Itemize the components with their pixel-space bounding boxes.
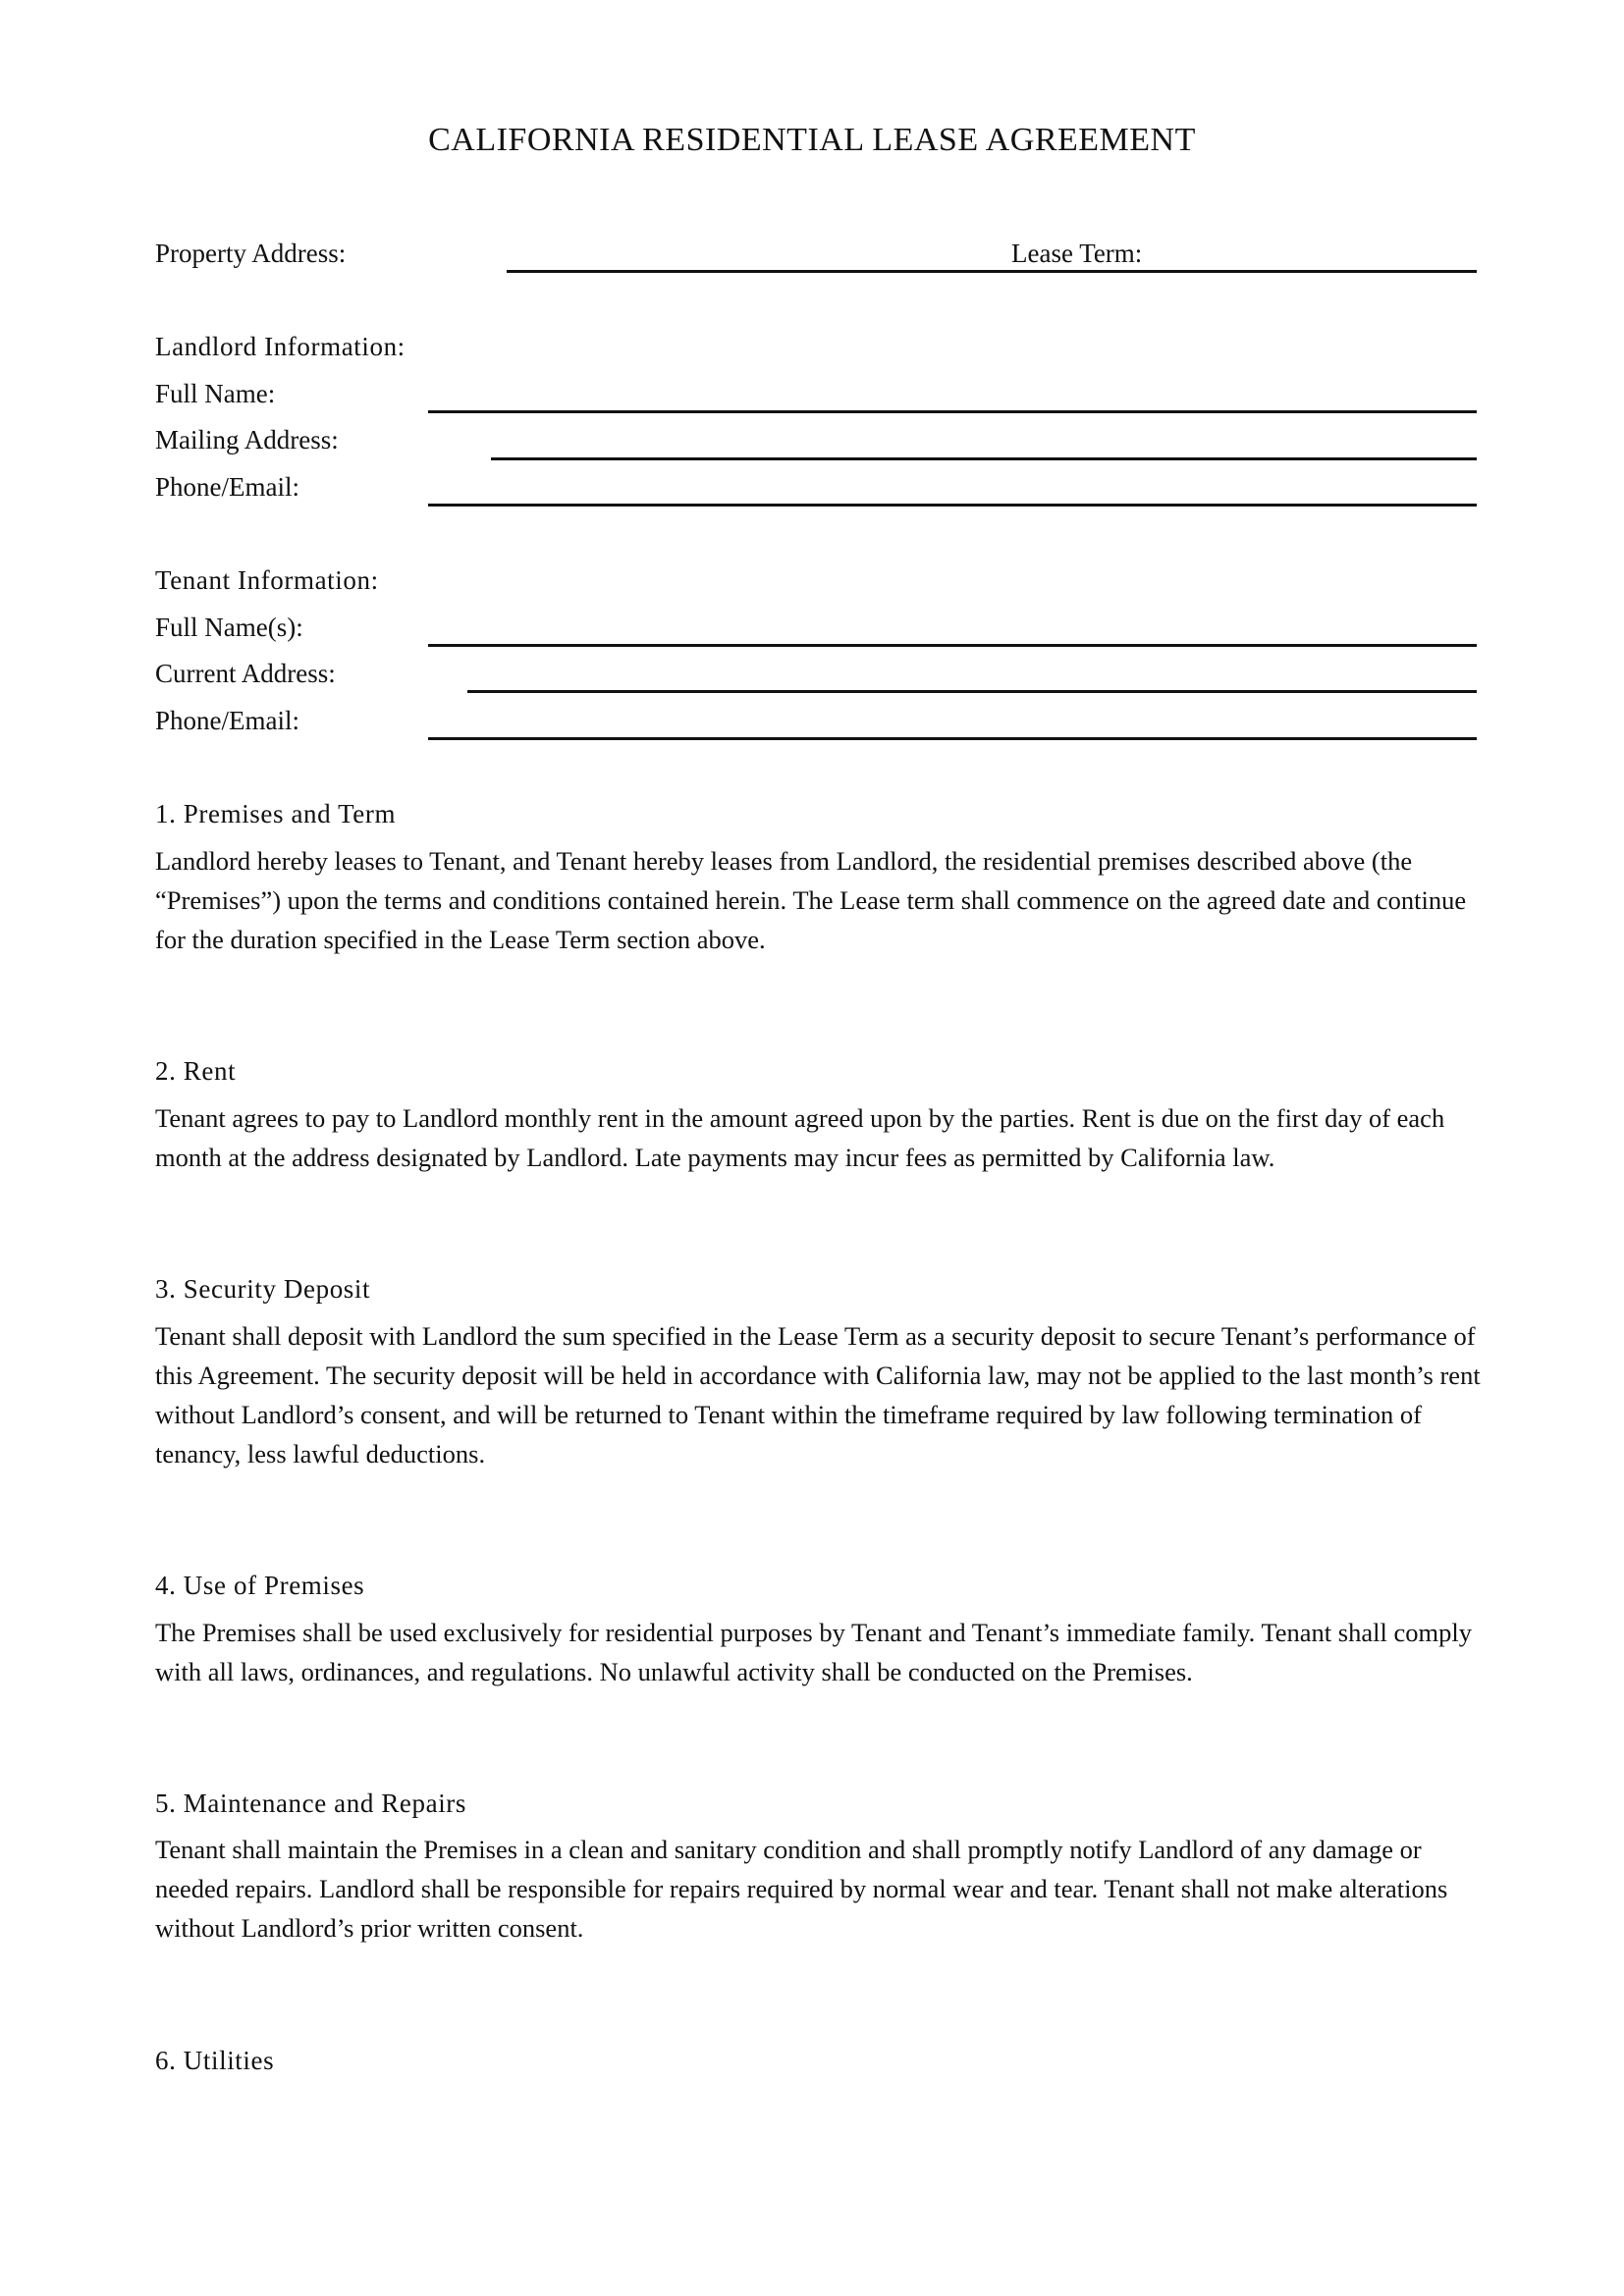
- tenant-current-address-field[interactable]: [467, 690, 1477, 693]
- tenant-full-names-label: Full Name(s):: [155, 613, 303, 642]
- tenant-phone-email-label: Phone/Email:: [155, 706, 299, 735]
- landlord-full-name-label: Full Name:: [155, 379, 276, 408]
- landlord-phone-email-label: Phone/Email:: [155, 472, 299, 502]
- section-3-body: Tenant shall deposit with Landlord the sum specified in the Lease Term as a security deposit to secure Tenant’s performance of this Agreement. The security deposit will be held in accordance with California law, may not be applied to the last month’s rent without Landlord’s consent, and will be returned to Tenant within the timeframe required by law following termination of tenancy, less lawful deductions.: [155, 1321, 1481, 1468]
- tenant-full-names-field[interactable]: [428, 644, 1477, 647]
- tenant-current-address-label: Current Address:: [155, 659, 336, 688]
- section-4-heading: 4. Use of Premises: [155, 1571, 365, 1600]
- section-5-heading: 5. Maintenance and Repairs: [155, 1789, 466, 1818]
- section-2-heading: 2. Rent: [155, 1056, 237, 1086]
- section-2-body: Tenant agrees to pay to Landlord monthly rent in the amount agreed upon by the parties. Rent is due on the first day of each month at the address designated by Landlord. Late payments may incur fees as permitted by California law.: [155, 1103, 1445, 1172]
- landlord-phone-email-field[interactable]: [428, 504, 1477, 507]
- section-1-body: Landlord hereby leases to Tenant, and Tenant hereby leases from Landlord, the residential premises described above (the “Premises”) upon the terms and conditions contained herein. The Lease term shall commence on the agreed date and continue for the duration specified in the Lease Term section above.: [155, 846, 1467, 954]
- section-3-heading: 3. Security Deposit: [155, 1274, 371, 1304]
- property-address-label: Property Address:: [155, 239, 347, 268]
- property-address-field[interactable]: [507, 270, 1477, 273]
- tenant-info-heading: Tenant Information:: [155, 565, 379, 595]
- section-1-heading: 1. Premises and Term: [155, 799, 397, 828]
- section-4-body: The Premises shall be used exclusively for residential purposes by Tenant and Tenant’s immediate family. Tenant shall comply with all laws, ordinances, and regulations. No unlawful activity shall be conducted on the Premises.: [155, 1618, 1472, 1686]
- section-6-heading: 6. Utilities: [155, 2046, 275, 2075]
- section-5-body: Tenant shall maintain the Premises in a clean and sanitary condition and shall promptly notify Landlord of any damage or needed repairs. Landlord shall be responsible for repairs required by normal wear and tear. Tenant shall not make alterations without Landlord’s prior written consent.: [155, 1835, 1448, 1943]
- tenant-phone-email-field[interactable]: [428, 737, 1477, 740]
- landlord-mailing-address-field[interactable]: [491, 457, 1477, 460]
- landlord-info-heading: Landlord Information:: [155, 332, 406, 361]
- landlord-mailing-address-label: Mailing Address:: [155, 425, 339, 454]
- lease-term-label: Lease Term:: [1011, 239, 1143, 268]
- landlord-full-name-field[interactable]: [428, 410, 1477, 413]
- document-title: CALIFORNIA RESIDENTIAL LEASE AGREEMENT: [428, 122, 1196, 158]
